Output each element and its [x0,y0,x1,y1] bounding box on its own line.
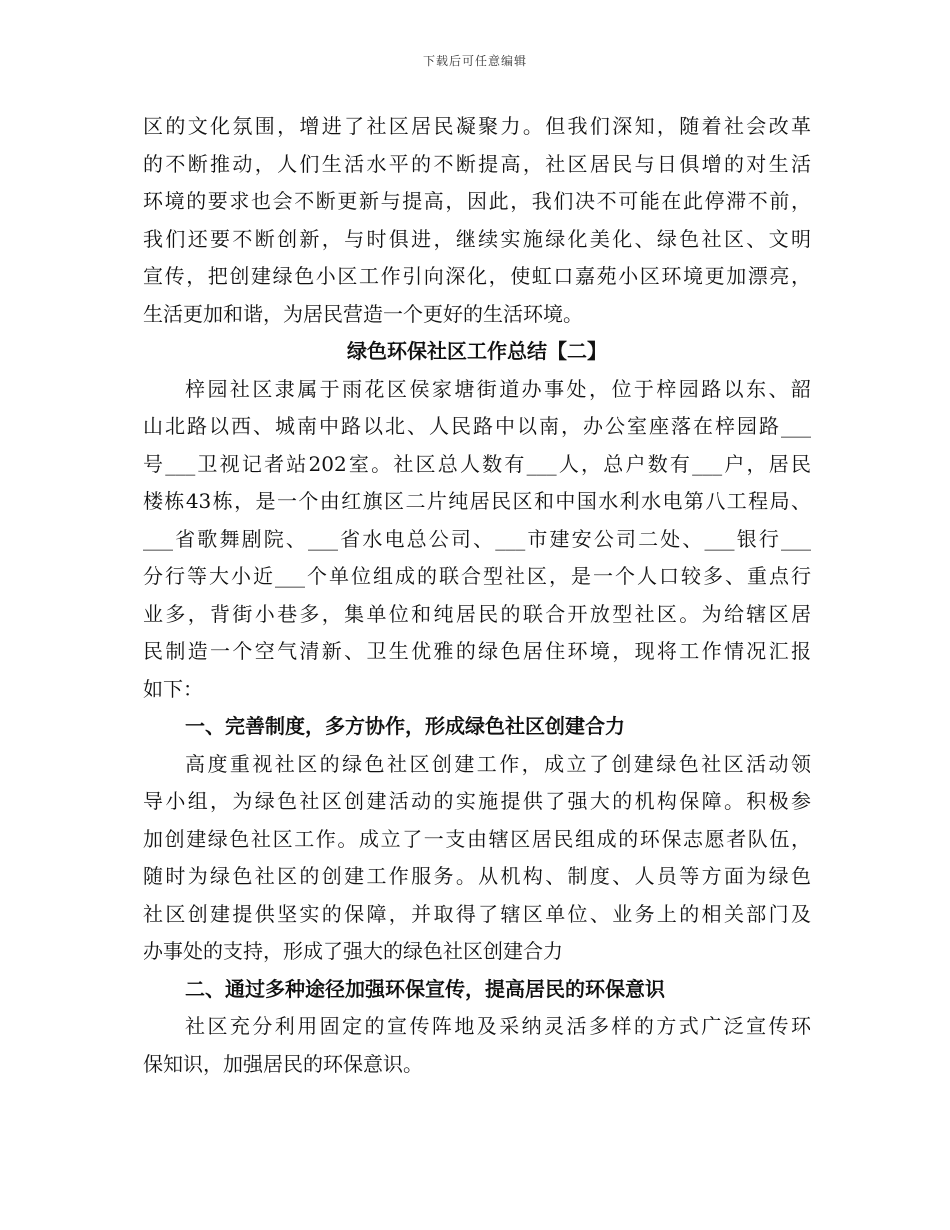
body-line: 我们还要不断创新，与时俱进，继续实施绿化美化、绿色社区、文明 [143,226,811,251]
body-line: 宣传，把创建绿色小区工作引向深化，使虹口嘉苑小区环境更加漂亮， [143,264,811,288]
body-line: 梓园社区隶属于雨花区侯家塘街道办事处，位于梓园路以东、韶 [185,376,811,401]
body-line: 楼栋43栋，是一个由红旗区二片纯居民区和中国水利水电第八工程局、 [143,489,811,513]
body-line: 环境的要求也会不断更新与提高，因此，我们决不可能在此停滞不前， [143,189,811,213]
body-line: 民制造一个空气清新、卫生优雅的绿色居住环境，现将工作情况汇报 [143,639,811,663]
body-line: 办事处的支持，形成了强大的绿色社区创建合力 [143,939,563,963]
body-line: 随时为绿色社区的创建工作服务。从机构、制度、人员等方面为绿色 [143,864,811,888]
body-line: 区的文化氛围，增进了社区居民凝聚力。但我们深知，随着社会改革 [143,114,811,138]
body-line: 社区创建提供坚实的保障，并取得了辖区单位、业务上的相关部门及 [143,901,811,926]
body-line: 分行等大小近___个单位组成的联合型社区，是一个人口较多、重点行 [143,564,811,588]
body-line: 导小组，为绿色社区创建活动的实施提供了强大的机构保障。积极参 [143,789,811,813]
body-line: 山北路以西、城南中路以北、人民路中以南，办公室座落在梓园路___ [143,414,811,438]
body-line: 号___卫视记者站202室。社区总人数有___人，总户数有___户，居民 [143,451,811,476]
body-line: ___省歌舞剧院、___省水电总公司、___市建安公司二处、___银行___ [143,526,811,551]
body-line: 如下： [143,676,203,701]
subheading-1: 一、完善制度，多方协作，形成绿色社区创建合力 [185,714,625,738]
document-body [143,108,811,1083]
body-line: 高度重视社区的绿色社区创建工作，成立了创建绿色社区活动领 [185,751,811,776]
body-line: 的不断推动，人们生活水平的不断提高，社区居民与日俱增的对生活 [143,151,811,176]
section-title: 绿色环保社区工作总结【二】 [347,339,607,363]
body-line: 生活更加和谐，为居民营造一个更好的生活环境。 [143,301,583,326]
body-line: 社区充分利用固定的宣传阵地及采纳灵活多样的方式广泛宣传环 [185,1014,811,1038]
page-header: 下载后可任意编辑 [422,54,527,68]
body-line: 业多，背街小巷多，集单位和纯居民的联合开放型社区。为给辖区居 [143,601,811,626]
body-line: 加创建绿色社区工作。成立了一支由辖区居民组成的环保志愿者队伍， [143,826,811,851]
body-line: 保知识，加强居民的环保意识。 [143,1051,423,1076]
subheading-2: 二、通过多种途径加强环保宣传，提高居民的环保意识 [185,976,665,1001]
